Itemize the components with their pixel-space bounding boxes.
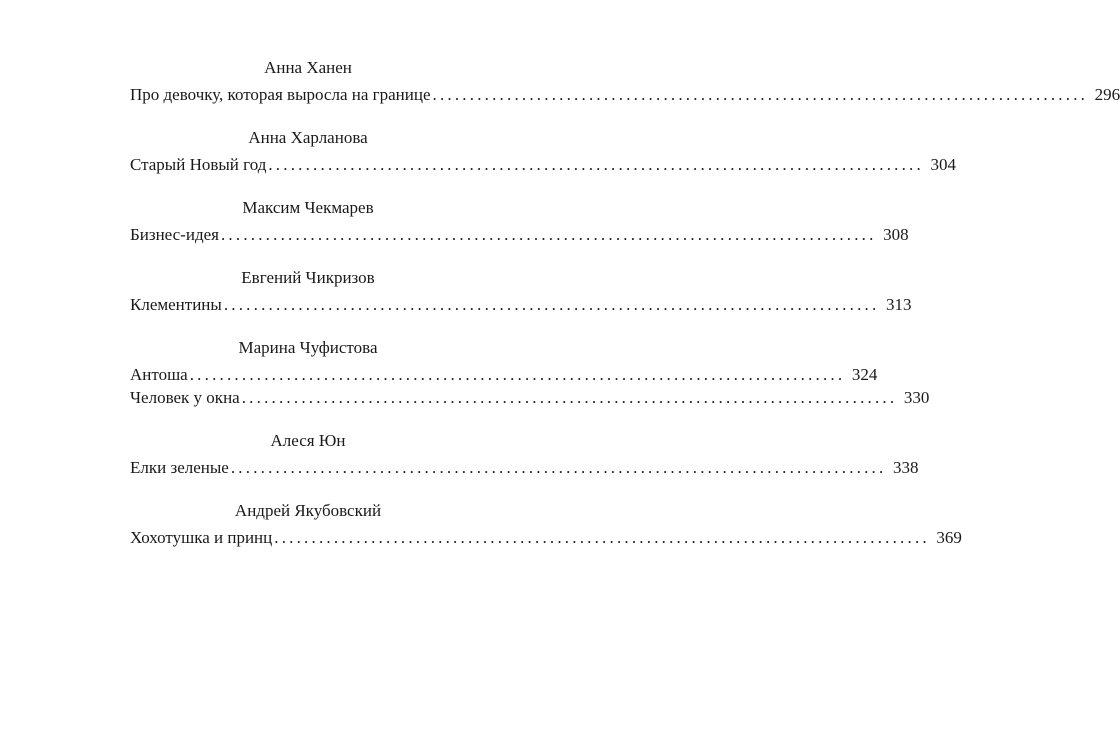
dot-leader: ........................................................................................ [220, 225, 877, 244]
author-name: Алеся Юн [270, 431, 346, 450]
dot-leader: ........................................................................................ [274, 528, 930, 547]
page-number: 313 [885, 295, 912, 314]
toc-entry[interactable] [130, 293, 912, 316]
table-of-contents [130, 57, 1120, 570]
entry-title: Елки зеленые [130, 458, 229, 477]
toc-section [130, 500, 962, 549]
toc-section [130, 127, 956, 176]
author-name: Анна Харланова [248, 128, 368, 147]
dot-leader: ........................................................................................ [268, 155, 924, 174]
toc-section [130, 57, 1120, 106]
toc-entry[interactable] [130, 386, 930, 409]
dot-leader: ........................................................................................ [432, 85, 1089, 104]
toc-entry[interactable] [130, 363, 878, 386]
toc-entry[interactable] [130, 153, 956, 176]
page-number: 308 [883, 225, 909, 244]
toc-section [130, 337, 930, 409]
entry-title: Клементины [130, 295, 222, 314]
author-name: Андрей Якубовский [234, 501, 382, 520]
toc-entry[interactable] [130, 456, 919, 479]
author-name: Максим Чекмарев [242, 198, 374, 217]
author-name: Евгений Чикризов [241, 268, 375, 287]
entry-title: Бизнес-идея [130, 225, 219, 244]
page-number: 296 [1094, 85, 1120, 104]
page-number: 304 [930, 155, 956, 174]
toc-section [130, 267, 912, 316]
entry-title: Антоша [130, 365, 188, 384]
page-number: 338 [892, 458, 919, 477]
dot-leader: ........................................................................................ [189, 365, 846, 384]
toc-entry[interactable] [130, 526, 962, 549]
author-name: Анна Ханен [264, 58, 352, 77]
entry-title: Хохотушка и принц [130, 528, 273, 547]
page-number: 324 [851, 365, 878, 384]
dot-leader: ........................................................................................ [241, 388, 898, 407]
page-number: 369 [936, 528, 962, 547]
toc-section [130, 197, 909, 246]
dot-leader: ........................................................................................ [223, 295, 880, 314]
toc-entry[interactable] [130, 83, 1120, 106]
entry-title: Старый Новый год [130, 155, 267, 174]
entry-title: Человек у окна [130, 388, 240, 407]
author-name: Марина Чуфистова [238, 338, 378, 357]
toc-section [130, 430, 919, 479]
toc-entry[interactable] [130, 223, 909, 246]
entry-title: Про девочку, которая выросла на границе [130, 85, 431, 104]
page-number: 330 [903, 388, 930, 407]
dot-leader: ........................................................................................ [230, 458, 887, 477]
